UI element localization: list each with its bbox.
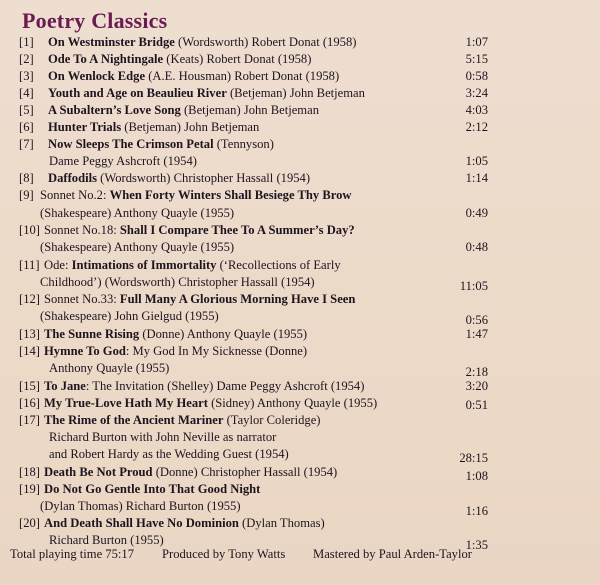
track-credits: : My God In My Sicknesse (Donne) bbox=[125, 344, 308, 358]
track-title: Do Not Go Gentle Into That Good Night bbox=[44, 482, 261, 496]
track-title: Death Be Not Proud bbox=[44, 465, 153, 479]
track-number: [2] bbox=[19, 52, 34, 66]
track-credits: (Donne) Christopher Hassall (1954) bbox=[152, 465, 338, 479]
track-title: Shall I Compare Thee To A Summer’s Day? bbox=[119, 223, 355, 237]
track-prefix: Sonnet No.33: bbox=[44, 292, 120, 306]
track-number: [5] bbox=[19, 103, 34, 117]
track-title: The Sunne Rising bbox=[44, 327, 140, 341]
track-number: [8] bbox=[19, 171, 34, 185]
track-prefix: Sonnet No.18: bbox=[44, 223, 120, 237]
track-credits: (Wordsworth) Robert Donat (1958) bbox=[174, 35, 357, 49]
track-duration: 0:49 bbox=[465, 206, 488, 220]
track-title: And Death Shall Have No Dominion bbox=[44, 516, 239, 530]
track-title: Hymne To God bbox=[44, 344, 126, 358]
track-duration: 0:48 bbox=[465, 240, 488, 254]
track-title: Full Many A Glorious Morning Have I Seen bbox=[119, 292, 356, 306]
track-title: Youth and Age on Beaulieu River bbox=[48, 86, 227, 100]
track-performer: Richard Burton with John Neville as narrator bbox=[49, 430, 277, 444]
track-credits: (Shakespeare) Anthony Quayle (1955) bbox=[40, 206, 235, 220]
track-credits: : The Invitation (Shelley) Dame Peggy Ashcroft (1954) bbox=[85, 379, 365, 393]
track-number: [9] bbox=[19, 188, 34, 202]
track-number: [11] bbox=[19, 258, 40, 272]
track-number: [4] bbox=[19, 86, 34, 100]
track-credits: (‘Recollections of Early bbox=[216, 258, 341, 272]
track-duration: 1:08 bbox=[465, 469, 488, 483]
track-duration: 3:24 bbox=[465, 86, 488, 100]
track-credits: (Tennyson) bbox=[213, 137, 274, 151]
track-credits: (Sidney) Anthony Quayle (1955) bbox=[207, 396, 378, 410]
track-title: Hunter Trials bbox=[48, 120, 122, 134]
track-prefix: Sonnet No.2: bbox=[40, 188, 110, 202]
track-number: [20] bbox=[19, 516, 40, 530]
track-number: [10] bbox=[19, 223, 40, 237]
track-duration: 1:47 bbox=[465, 327, 488, 341]
track-credits: Childhood’) (Wordsworth) Christopher Hassall (1954) bbox=[40, 275, 315, 289]
track-duration: 1:35 bbox=[465, 538, 488, 552]
producer-credit: Produced by Tony Watts bbox=[162, 547, 286, 561]
track-performer: Dame Peggy Ashcroft (1954) bbox=[49, 154, 197, 168]
track-duration: 3:20 bbox=[465, 379, 488, 393]
track-prefix: Ode: bbox=[44, 258, 72, 272]
track-duration: 1:16 bbox=[465, 504, 488, 518]
track-duration: 5:15 bbox=[465, 52, 488, 66]
mastering-credit: Mastered by Paul Arden-Taylor bbox=[313, 547, 472, 561]
track-duration: 0:58 bbox=[465, 69, 488, 83]
track-credits: (Dylan Thomas) Richard Burton (1955) bbox=[40, 499, 241, 513]
track-number: [19] bbox=[19, 482, 40, 496]
track-title: To Jane bbox=[44, 379, 86, 393]
track-number: [17] bbox=[19, 413, 40, 427]
track-title: On Westminster Bridge bbox=[48, 35, 175, 49]
track-credits: (Keats) Robert Donat (1958) bbox=[163, 52, 312, 66]
track-title: Daffodils bbox=[48, 171, 97, 185]
track-number: [18] bbox=[19, 465, 40, 479]
track-credits: (Wordsworth) Christopher Hassall (1954) bbox=[96, 171, 311, 185]
track-number: [1] bbox=[19, 35, 34, 49]
track-title: Intimations of Immortality bbox=[71, 258, 217, 272]
track-credits: (Donne) Anthony Quayle (1955) bbox=[139, 327, 308, 341]
track-number: [13] bbox=[19, 327, 40, 341]
track-credits: (Taylor Coleridge) bbox=[223, 413, 321, 427]
track-number: [12] bbox=[19, 292, 40, 306]
track-number: [6] bbox=[19, 120, 34, 134]
track-credits: (Shakespeare) Anthony Quayle (1955) bbox=[40, 240, 235, 254]
track-number: [16] bbox=[19, 396, 40, 410]
track-performer: Anthony Quayle (1955) bbox=[49, 361, 170, 375]
track-credits: (Dylan Thomas) bbox=[238, 516, 325, 530]
page-title: Poetry Classics bbox=[22, 8, 168, 33]
track-title: The Rime of the Ancient Mariner bbox=[44, 413, 224, 427]
track-credits: (Betjeman) John Betjeman bbox=[226, 86, 365, 100]
track-performer-2: and Robert Hardy as the Wedding Guest (1954) bbox=[49, 447, 289, 461]
track-performer: Richard Burton (1955) bbox=[49, 533, 164, 547]
track-duration: 4:03 bbox=[465, 103, 488, 117]
track-number: [14] bbox=[19, 344, 40, 358]
track-number: [3] bbox=[19, 69, 34, 83]
track-title: Ode To A Nightingale bbox=[48, 52, 164, 66]
track-title: Now Sleeps The Crimson Petal bbox=[48, 137, 214, 151]
track-credits: (Betjeman) John Betjeman bbox=[121, 120, 260, 134]
track-credits: (A.E. Housman) Robert Donat (1958) bbox=[145, 69, 340, 83]
track-title: A Subaltern’s Love Song bbox=[48, 103, 181, 117]
track-number: [7] bbox=[19, 137, 34, 151]
total-playing-time: Total playing time 75:17 bbox=[10, 547, 134, 561]
track-duration: 2:18 bbox=[465, 365, 488, 379]
track-title: When Forty Winters Shall Besiege Thy Brow bbox=[109, 188, 352, 202]
track-duration: 0:56 bbox=[465, 313, 488, 327]
track-credits: (Betjeman) John Betjeman bbox=[180, 103, 319, 117]
track-duration: 0:51 bbox=[465, 398, 488, 412]
track-credits: (Shakespeare) John Gielgud (1955) bbox=[40, 309, 219, 323]
track-duration: 28:15 bbox=[459, 451, 488, 465]
track-duration: 1:07 bbox=[465, 35, 488, 49]
track-duration: 2:12 bbox=[465, 120, 488, 134]
track-duration: 1:05 bbox=[465, 154, 488, 168]
track-duration: 11:05 bbox=[459, 279, 488, 293]
track-title: My True-Love Hath My Heart bbox=[44, 396, 208, 410]
track-title: On Wenlock Edge bbox=[48, 69, 146, 83]
track-duration: 1:14 bbox=[465, 171, 488, 185]
track-number: [15] bbox=[19, 379, 40, 393]
